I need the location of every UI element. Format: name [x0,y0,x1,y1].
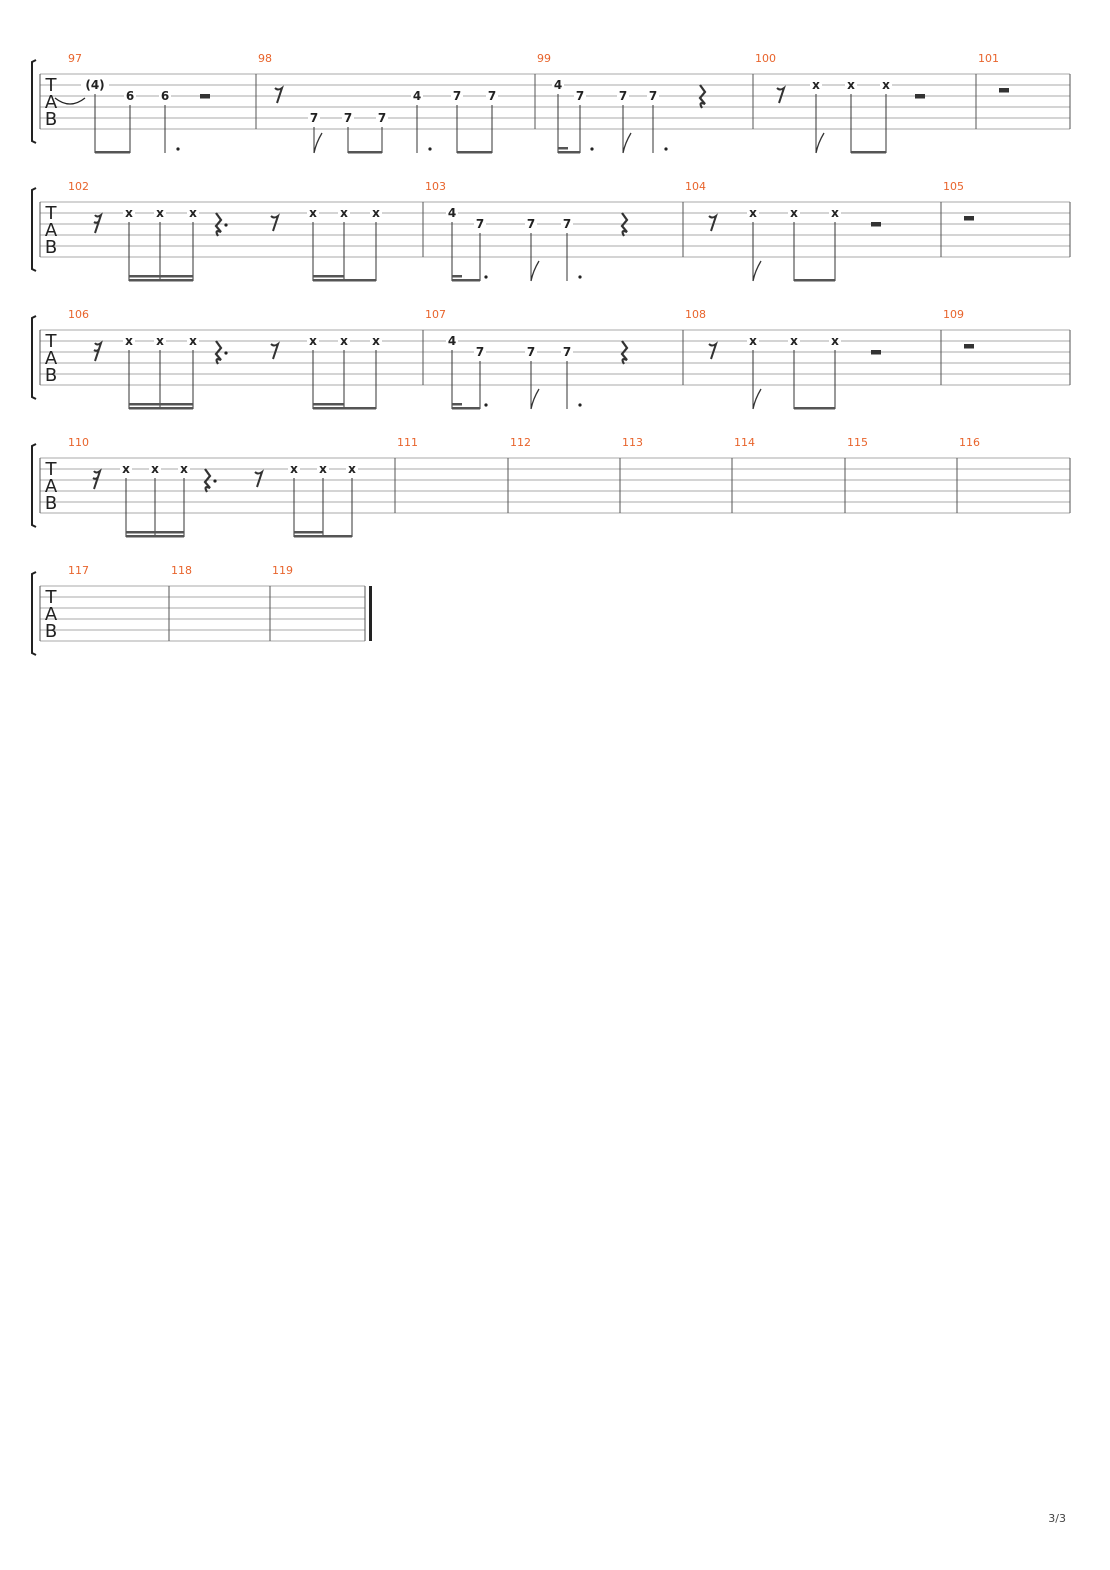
dead-note: x [122,462,130,476]
dot [484,403,487,406]
system-bracket [32,188,36,271]
tab-clef-letter: B [44,621,58,642]
beam [129,407,193,410]
measure [258,52,498,154]
measure-number: 111 [397,436,418,449]
tab-system [32,436,1070,538]
measure [68,564,89,577]
fret-number: 7 [526,217,536,231]
dot [664,147,667,150]
measure [755,52,925,154]
dead-note: x [151,462,159,476]
measure-number: 114 [734,436,755,449]
note-flag [753,261,761,281]
fret-number: 7 [475,345,485,359]
dead-note: x [831,206,839,220]
measure-number: 116 [959,436,980,449]
tab-clef-letter: T [45,203,57,224]
measure-number: 97 [68,52,82,65]
system-bracket [32,572,36,655]
dead-note: x [189,334,197,348]
measure-number: 106 [68,308,89,321]
dead-note: x [790,206,798,220]
system-bracket [32,316,36,399]
beam [129,279,193,282]
measure-number: 105 [943,180,964,193]
tab-clef-letter: T [45,459,57,480]
tab-clef-letter: A [44,348,58,369]
beam [452,407,474,410]
measure-number: 112 [510,436,531,449]
measure [959,436,980,449]
dead-note: x [847,78,855,92]
measure-number: 118 [171,564,192,577]
fret-number: 4 [447,206,457,220]
note-flag [753,389,761,409]
dot [224,223,227,226]
beam [851,151,886,154]
tab-clef-letter: A [44,92,58,113]
measure [847,436,868,449]
note-flag [623,133,631,153]
beam [294,535,323,538]
measure-number: 98 [258,52,272,65]
fret-number: 7 [452,89,462,103]
beam [129,403,193,406]
fret-number: 7 [377,111,387,125]
tab-clef-letter: T [45,75,57,96]
measure-number: 117 [68,564,89,577]
measure-number: 107 [425,308,446,321]
dead-note: x [189,206,197,220]
final-barline [369,586,372,641]
measure [68,180,382,282]
fret-number: 7 [475,217,485,231]
beam [313,403,344,406]
dead-note: x [790,334,798,348]
beam [126,535,184,538]
dead-note: x [749,206,757,220]
fret-number: 4 [412,89,422,103]
measure [425,180,627,282]
measure [68,436,358,538]
beam [344,279,376,282]
beam [313,407,344,410]
dead-note: x [290,462,298,476]
fret-number: 7 [562,217,572,231]
tab-clef-letter: A [44,604,58,625]
tab-system [32,308,1070,410]
dead-note: x [309,334,317,348]
measure-number: 99 [537,52,551,65]
dead-note: x [882,78,890,92]
fret-number: (4) [85,78,105,92]
fret-number: 7 [343,111,353,125]
beam [457,151,492,154]
whole-rest [999,88,1009,93]
measure [943,308,974,349]
page-number: 3/3 [1048,1512,1066,1525]
beam [313,279,344,282]
fret-number: 7 [618,89,628,103]
dot [484,275,487,278]
tie-arc [55,98,85,104]
dead-note: x [125,334,133,348]
whole-rest [964,344,974,349]
measure [978,52,1009,93]
fret-number: 7 [309,111,319,125]
measure [943,180,974,221]
beam [344,407,376,410]
note-flag [531,389,539,409]
beam [794,279,835,282]
measure [425,308,627,410]
dead-note: x [831,334,839,348]
tab-clef-letter: T [45,587,57,608]
beam [126,531,184,534]
measure [685,308,881,410]
tab-clef-letter: B [44,109,58,130]
fret-number: 6 [125,89,135,103]
beam [794,407,835,410]
dead-note: x [156,334,164,348]
measure-number: 115 [847,436,868,449]
dead-note: x [180,462,188,476]
measure-number: 104 [685,180,706,193]
measure [734,436,755,449]
tab-clef-letter: T [45,331,57,352]
dot [578,403,581,406]
measure [55,52,210,154]
measure [537,52,705,154]
beam [294,531,323,534]
system-bracket [32,444,36,527]
dead-note: x [319,462,327,476]
beam [558,147,568,150]
note-flag [531,261,539,281]
measure-number: 109 [943,308,964,321]
beam [558,151,580,154]
measure-number: 113 [622,436,643,449]
system-bracket [32,60,36,143]
measure [510,436,531,449]
dead-note: x [372,334,380,348]
measure-number: 102 [68,180,89,193]
dead-note: x [348,462,356,476]
dead-note: x [372,206,380,220]
beam [323,535,352,538]
dead-note: x [125,206,133,220]
fret-number: 4 [553,78,563,92]
measure [68,308,382,410]
tab-system [32,564,372,655]
measure [685,180,881,282]
dead-note: x [309,206,317,220]
fret-number: 4 [447,334,457,348]
dot [578,275,581,278]
beam [129,275,193,278]
half-rest [871,222,881,227]
tab-system [32,180,1070,282]
beam [452,403,462,406]
half-rest [915,94,925,99]
measure [171,564,192,577]
fret-number: 7 [575,89,585,103]
beam [95,151,130,154]
dot [176,147,179,150]
half-rest [200,94,210,99]
beam [452,279,474,282]
dead-note: x [749,334,757,348]
note-flag [314,133,322,153]
tab-clef-letter: B [44,493,58,514]
measure-number: 101 [978,52,999,65]
measure [397,436,418,449]
dot [224,351,227,354]
tab-system [32,52,1070,154]
measure-number: 119 [272,564,293,577]
dead-note: x [340,206,348,220]
measure-number: 100 [755,52,776,65]
fret-number: 7 [648,89,658,103]
fret-number: 7 [487,89,497,103]
beam [452,275,462,278]
dot [428,147,431,150]
dead-note: x [156,206,164,220]
beam [348,151,382,154]
tab-clef-letter: B [44,365,58,386]
beam [313,275,344,278]
note-flag [816,133,824,153]
measure-number: 108 [685,308,706,321]
dead-note: x [812,78,820,92]
dot [213,479,216,482]
fret-number: 7 [526,345,536,359]
fret-number: 7 [562,345,572,359]
dot [590,147,593,150]
measure-number: 110 [68,436,89,449]
measure [622,436,643,449]
tab-clef-letter: A [44,220,58,241]
whole-rest [964,216,974,221]
fret-number: 6 [160,89,170,103]
tab-clef-letter: A [44,476,58,497]
half-rest [871,350,881,355]
dead-note: x [340,334,348,348]
measure [272,564,293,577]
tab-clef-letter: B [44,237,58,258]
measure-number: 103 [425,180,446,193]
